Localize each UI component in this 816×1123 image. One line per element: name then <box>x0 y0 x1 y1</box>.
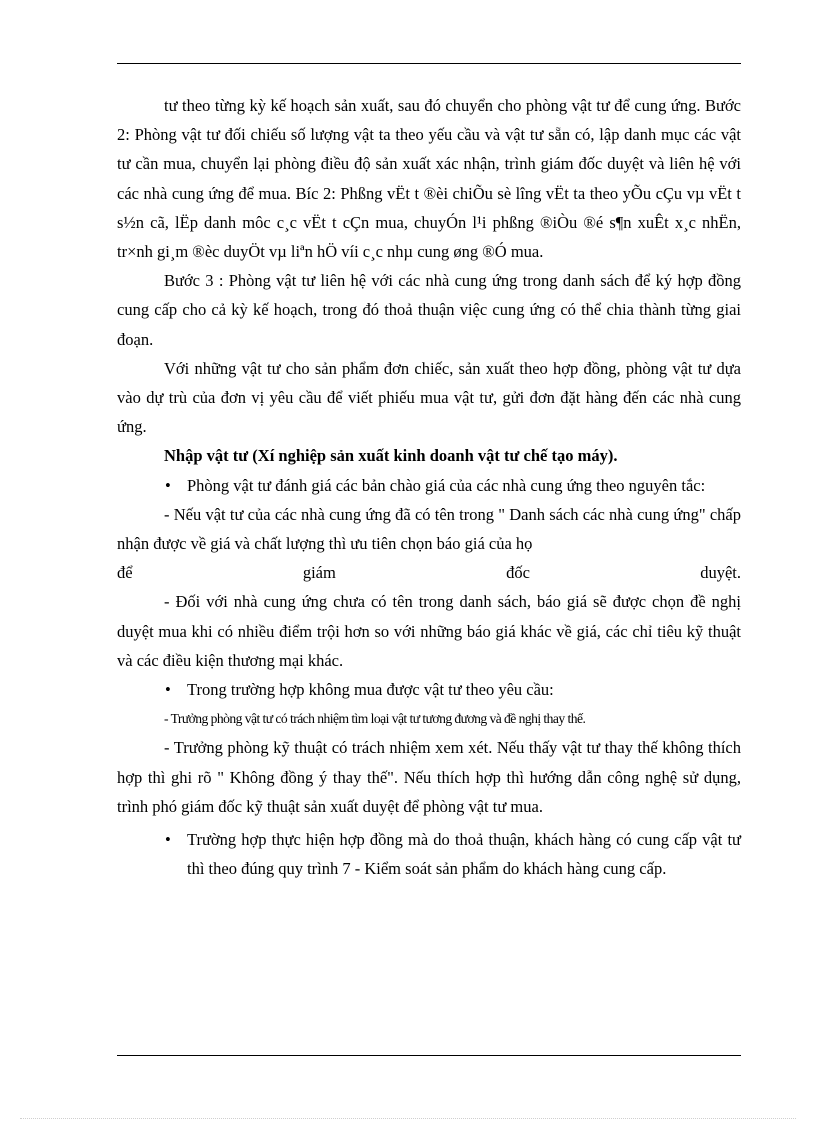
bullet-item-3 <box>117 825 741 883</box>
paragraph-7: - Trưởng phòng kỹ thuật có trách nhiệm xem xét. Nếu thấy vật tư thay thế không thích hợp thì ghi rõ " Không đồng ý thay thế". Nếu thích hợp thì hướng dẫn công nghệ sử dụng, trình phó giám đốc kỹ thuật sản xuất duyệt để phòng vật tư mua. <box>117 738 741 816</box>
bullet-item-1 <box>117 471 741 500</box>
bullet-icon: • <box>165 475 171 495</box>
paragraph-4-end: để giám đốc duyệt. <box>117 563 741 583</box>
paragraph-3: Với những vật tư cho sản phẩm đơn chiếc, sản xuất theo hợp đồng, phòng vật tư dựa vào dự trù của đơn vị yêu cầu để viết phiếu mua vật tư, gửi đơn đặt hàng đến các nhà cung ứng. <box>117 358 741 437</box>
header-rule <box>117 63 741 64</box>
paragraph-6: - Trưởng phòng vật tư có trách nhiệm tìm loại vật tư tương đương và đề nghị thay thế. <box>164 711 586 727</box>
page-edge-dots <box>20 1118 796 1119</box>
paragraph-2: Bước 3 : Phòng vật tư liên hệ với các nhà cung ứng trong danh sách để ký hợp đồng cung cấp cho cả kỳ kế hoạch, trong đó thoả thuận việc cung ứng có thể chia thành từng giai đoạn. <box>117 271 741 349</box>
bullet-item-2 <box>117 675 741 704</box>
paragraph-1: tư theo từng kỳ kế hoạch sản xuất, sau đó chuyển cho phòng vật tư để cung ứng. Bước 2: Phòng vật tư đối chiếu số lượng vật ta theo yếu cầu và vật tư sẵn có, lập danh mục các vật tư cần mua, chuyển lại phòng điều độ sản xuất xác nhận, trình giám đốc duyệt và liên hệ với các nhà cung ứng để mua. Bíc 2: Phßng vËt t ®èi chiÕu sè lîng vËt ta theo yÕu cÇu vµ vËt t s½n cã, lËp danh môc c¸c vËt t cÇn mua, chuyÓn l¹i phßng ®iÒu ®é s¶n xuÊt x¸c nhËn, tr×nh gi¸m ®èc duyÖt vµ liªn hÖ víi c¸c nhµ cung øng ®Ó mua. <box>117 96 741 262</box>
bullet-text: Trong trường hợp không mua được vật tư theo yêu cầu: <box>187 680 554 700</box>
footer-rule <box>117 1055 741 1056</box>
section-heading: Nhập vật tư (Xí nghiệp sản xuất kinh doanh vật tư chế tạo máy). <box>164 446 618 466</box>
bullet-text: Phòng vật tư đánh giá các bản chào giá của các nhà cung ứng theo nguyên tắc: <box>187 475 706 495</box>
paragraph-4: - Nếu vật tư của các nhà cung ứng đã có tên trong " Danh sách các nhà cung ứng" chấp nhận được về giá và chất lượng thì ưu tiên chọn báo giá của họ <box>117 504 741 554</box>
document-body <box>117 91 741 883</box>
paragraph-5: - Đối với nhà cung ứng chưa có tên trong danh sách, báo giá sẽ được chọn đề nghị duyệt mua khi có nhiều điểm trội hơn so với những báo giá khác về giá, các chỉ tiêu kỹ thuật và các điều kiện thương mại khác. <box>117 592 741 670</box>
bullet-icon: • <box>165 680 171 700</box>
bullet-icon: • <box>165 830 171 850</box>
bullet-text: Trường hợp thực hiện hợp đồng mà do thoả thuận, khách hàng có cung cấp vật tư thì theo đúng quy trình 7 - Kiểm soát sản phẩm do khách hàng cung cấp. <box>187 830 741 879</box>
